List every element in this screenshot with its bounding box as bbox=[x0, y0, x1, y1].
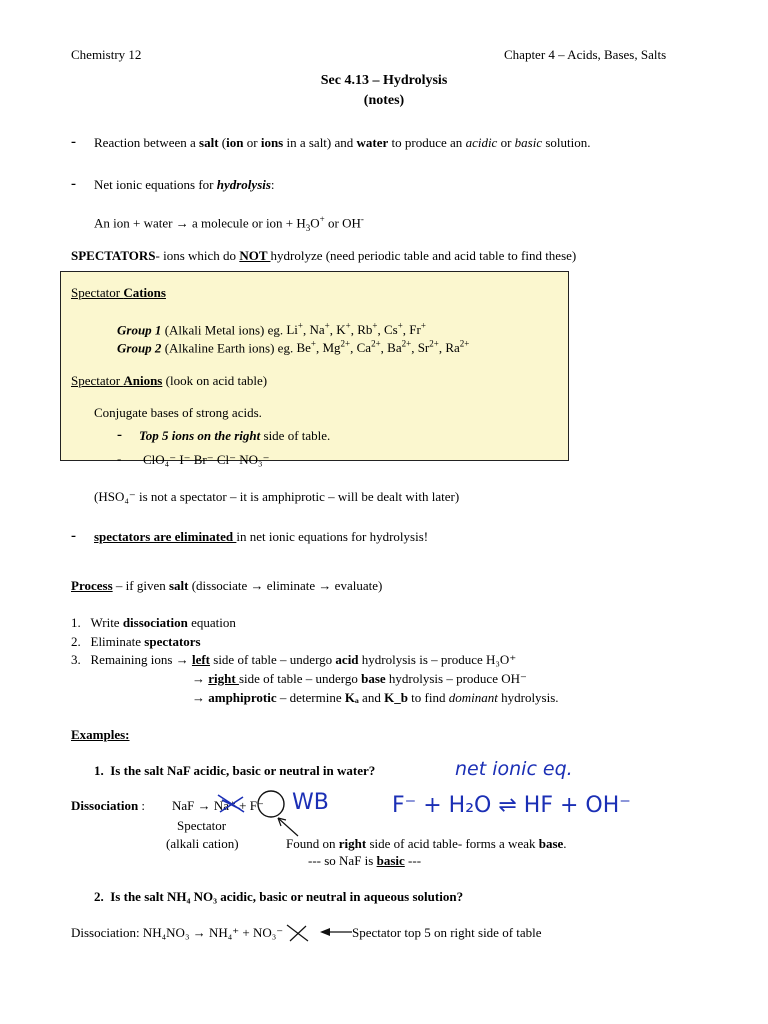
arrow-icon bbox=[320, 928, 330, 936]
general-equation: An ion + water → a molecule or ion + $H_3O^+$ or OH- bbox=[94, 214, 364, 233]
dissociation-line-2: Dissociation: NH₄NO₃ → NH₄⁺ + NO₃⁻ bbox=[71, 925, 284, 940]
bullet-dash: - bbox=[71, 176, 76, 192]
step-3-amphiprotic: → amphiprotic – determine Kₐ and K_b to find dominant hydrolysis. bbox=[192, 690, 559, 705]
ion: $Ra^{2+}$ bbox=[445, 339, 470, 356]
step-1: 1. Write dissociation equation bbox=[71, 615, 236, 630]
top5-text: Top 5 ions on the right side of table. bbox=[139, 428, 331, 443]
course-label: Chemistry 12 bbox=[71, 47, 142, 62]
question-1: 1. Is the salt NaF acidic, basic or neutral in water? bbox=[94, 763, 376, 778]
ion: Li+ bbox=[286, 321, 303, 338]
ion: $Ba^{2+}$ bbox=[387, 339, 412, 356]
ion: Na+ bbox=[309, 321, 330, 338]
spectator-note-2: Spectator top 5 on right side of table bbox=[352, 925, 542, 940]
strike-mark bbox=[287, 925, 308, 941]
ion: Rb+ bbox=[357, 321, 378, 338]
spectators-definition: SPECTATORS- ions which do NOT hydrolyze (need periodic table and acid table to find these) bbox=[71, 248, 577, 263]
arrow-icon bbox=[278, 818, 286, 826]
ion: Be+ bbox=[296, 339, 316, 356]
page-title: Sec 4.13 – Hydrolysis bbox=[320, 73, 448, 88]
ion: Fr+ bbox=[409, 321, 426, 338]
conclusion-1: --- so NaF is basic --- bbox=[308, 853, 422, 868]
page-subtitle: (notes) bbox=[363, 93, 405, 108]
handwritten-net-ionic: net ionic eq. bbox=[455, 758, 573, 780]
spectator-anion-list: ClO₄⁻ I⁻ Br⁻ Cl⁻ NO₃⁻ bbox=[143, 452, 270, 467]
group1-line: Group 1 (Alkali Metal ions) eg. Li+, Na+, K+, Rb+, Cs+, Fr+ bbox=[117, 321, 426, 338]
spectator-cations-heading: Spectator Cations bbox=[71, 285, 166, 300]
step-3-right: → right side of table – undergo base hydrolysis – produce OH⁻ bbox=[192, 671, 527, 686]
step-2: 2. Eliminate spectators bbox=[71, 634, 201, 649]
process-line: Process – if given salt (dissociate → eliminate → evaluate) bbox=[71, 578, 383, 593]
bullet-dash: - bbox=[71, 134, 76, 150]
ion: K+ bbox=[336, 321, 351, 338]
net-ionic-text: Net ionic equations for hydrolysis: bbox=[94, 177, 275, 192]
chapter-label: Chapter 4 – Acids, Bases, Salts bbox=[504, 47, 667, 62]
examples-heading: Examples: bbox=[71, 727, 130, 742]
bullet-dash: - bbox=[117, 427, 122, 443]
alkali-cation-label: (alkali cation) bbox=[166, 836, 239, 851]
bullet-dash: - bbox=[117, 451, 122, 466]
ion: $Sr^{2+}$ bbox=[417, 339, 439, 356]
definition-text: Reaction between a salt (ion or ions in a salt) and water to produce an acidic or basic solution. bbox=[94, 135, 591, 150]
found-text: Found on right side of acid table- forms a weak base. bbox=[286, 836, 567, 851]
eliminated-text: spectators are eliminated in net ionic equations for hydrolysis! bbox=[94, 529, 429, 544]
hso4-note: (HSO₄⁻ is not a spectator – it is amphiprotic – will be dealt with later) bbox=[94, 489, 460, 504]
group2-line: Group 2 (Alkaline Earth ions) eg. Be+, $Mg^{2+}$, $Ca^{2+}$, $Ba^{2+}$, $Sr^{2+}$, $Ra^{2+}$ bbox=[117, 339, 470, 356]
conjugate-bases-text: Conjugate bases of strong acids. bbox=[94, 405, 262, 420]
step-3: 3. Remaining ions → left side of table – undergo acid hydrolysis is – produce H₃O⁺ bbox=[71, 652, 517, 667]
question-2: 2. Is the salt NH₄ NO₃ acidic, basic or neutral in aqueous solution? bbox=[94, 889, 464, 904]
spectator-anions-heading: Spectator Anions (look on acid table) bbox=[71, 373, 268, 388]
bullet-dash: - bbox=[71, 528, 76, 544]
dissociation-line-1: Dissociation : bbox=[71, 798, 146, 813]
ion: $Mg^{2+}$ bbox=[322, 339, 351, 356]
ion: $Ca^{2+}$ bbox=[356, 339, 381, 356]
spectator-label: Spectator bbox=[177, 818, 227, 833]
ion: Cs+ bbox=[383, 321, 403, 338]
handwritten-wb: WB bbox=[292, 790, 329, 815]
handwritten-equation: F⁻ + H₂O ⇌ HF + OH⁻ bbox=[392, 793, 631, 818]
dissociation-equation-1: NaF → Na⁺ + F⁻ bbox=[172, 798, 264, 813]
